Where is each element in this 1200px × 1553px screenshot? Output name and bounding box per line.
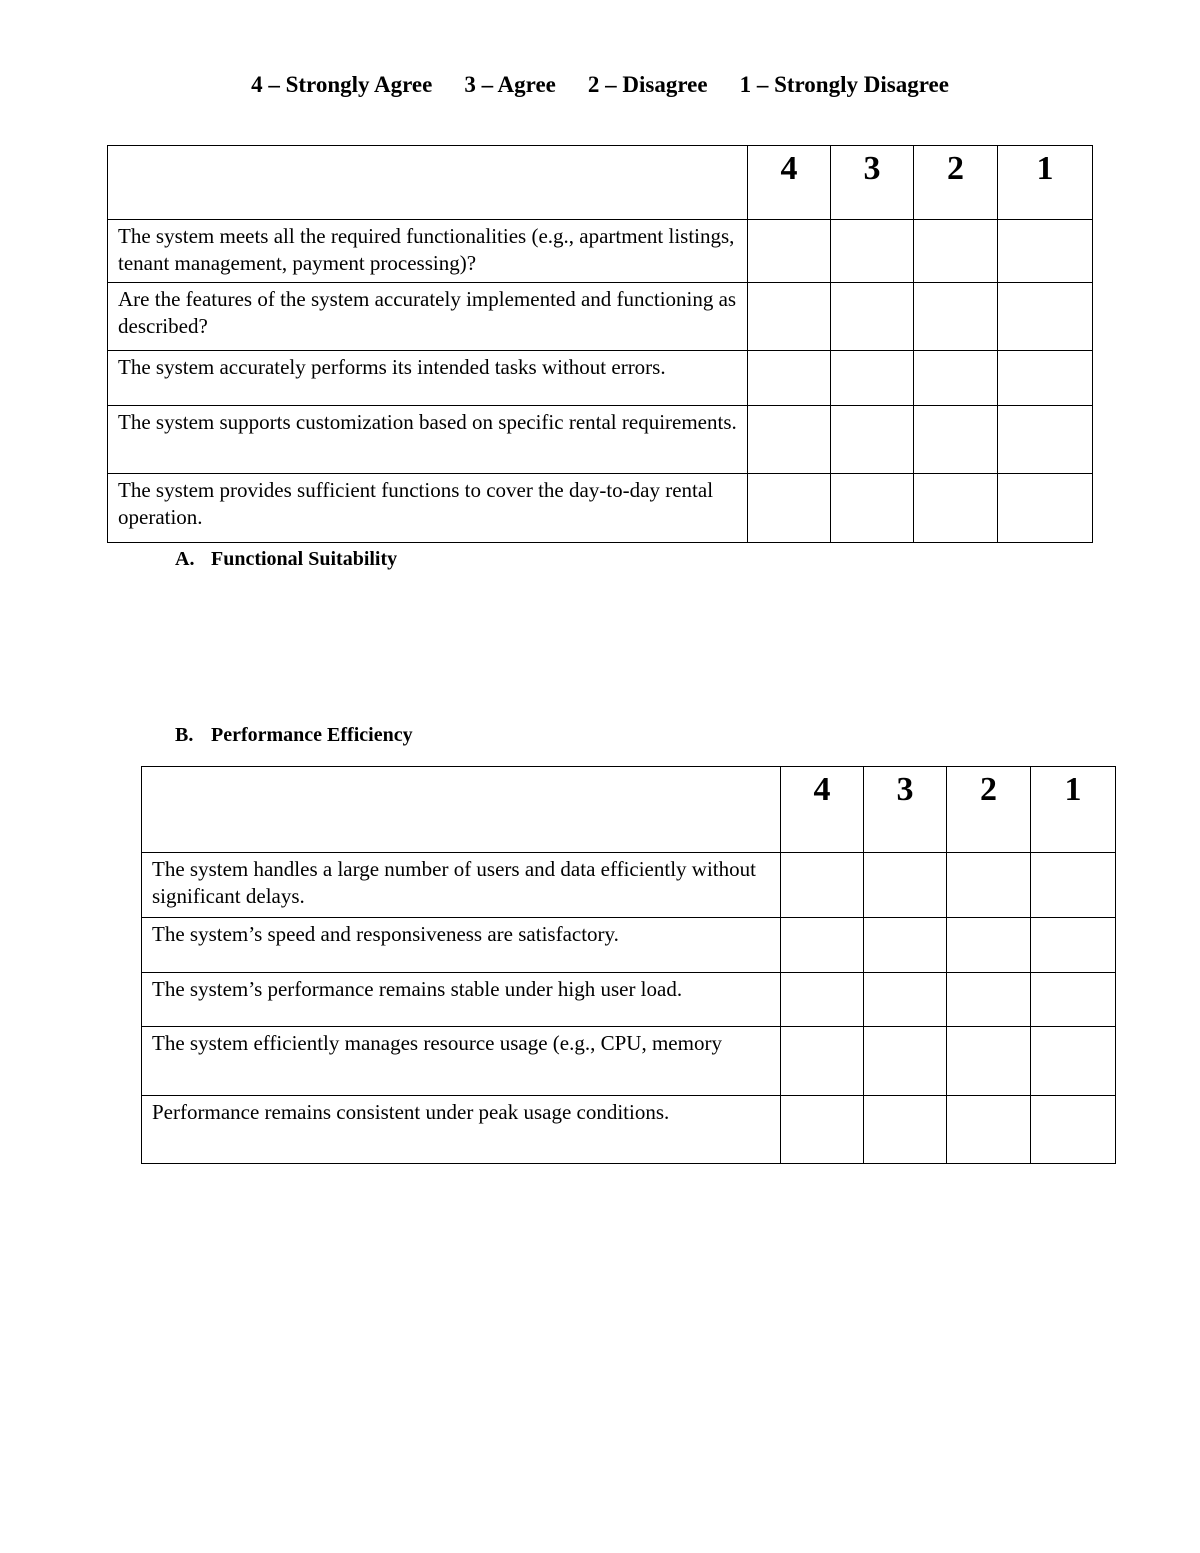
rating-cell-3[interactable] bbox=[831, 351, 914, 406]
scale-header-4: 4 bbox=[748, 146, 831, 220]
table-header-row bbox=[108, 146, 1093, 220]
section-b-letter: B. bbox=[175, 724, 194, 746]
rating-cell-2[interactable] bbox=[947, 1096, 1031, 1164]
rating-cell-4[interactable] bbox=[748, 351, 831, 406]
table-row bbox=[142, 853, 1116, 918]
rating-cell-2[interactable] bbox=[947, 918, 1031, 973]
statement-cell: The system handles a large number of users and data efficiently without significant delays. bbox=[142, 853, 781, 918]
rating-cell-1[interactable] bbox=[1031, 1027, 1116, 1096]
rating-cell-3[interactable] bbox=[864, 973, 947, 1027]
section-b-title: Performance Efficiency bbox=[211, 724, 413, 746]
legend-agree: 3 – Agree bbox=[464, 72, 556, 97]
statement-cell: The system efficiently manages resource usage (e.g., CPU, memory bbox=[142, 1027, 781, 1096]
statement-header-cell bbox=[108, 146, 748, 220]
scale-header-1: 1 bbox=[998, 146, 1093, 220]
rating-cell-1[interactable] bbox=[1031, 853, 1116, 918]
rating-cell-3[interactable] bbox=[831, 220, 914, 283]
table-header-row bbox=[142, 767, 1116, 853]
table-row bbox=[142, 918, 1116, 973]
scale-header-2: 2 bbox=[914, 146, 998, 220]
rating-cell-4[interactable] bbox=[781, 918, 864, 973]
table-row bbox=[108, 406, 1093, 474]
rating-cell-3[interactable] bbox=[864, 1027, 947, 1096]
table-row bbox=[108, 474, 1093, 543]
table-row bbox=[142, 973, 1116, 1027]
rating-cell-2[interactable] bbox=[914, 406, 998, 474]
section-a-title: Functional Suitability bbox=[211, 548, 398, 570]
rating-cell-1[interactable] bbox=[1031, 1096, 1116, 1164]
rating-cell-1[interactable] bbox=[998, 283, 1093, 351]
legend-strongly-agree: 4 – Strongly Agree bbox=[251, 72, 433, 97]
rating-cell-2[interactable] bbox=[947, 1027, 1031, 1096]
rating-cell-4[interactable] bbox=[781, 1027, 864, 1096]
rating-cell-1[interactable] bbox=[998, 474, 1093, 543]
legend-disagree: 2 – Disagree bbox=[587, 72, 708, 97]
table-row bbox=[142, 1027, 1116, 1096]
rating-cell-4[interactable] bbox=[781, 1096, 864, 1164]
rating-cell-2[interactable] bbox=[914, 220, 998, 283]
statement-cell: The system provides sufficient functions to cover the day-to-day rental operation. bbox=[108, 474, 748, 543]
rating-cell-3[interactable] bbox=[864, 853, 947, 918]
rating-cell-1[interactable] bbox=[1031, 973, 1116, 1027]
rating-cell-4[interactable] bbox=[748, 220, 831, 283]
statement-cell: The system meets all the required functionalities (e.g., apartment listings, tenant management, payment processing)? bbox=[108, 220, 748, 283]
rating-cell-3[interactable] bbox=[864, 918, 947, 973]
statement-cell: Performance remains consistent under peak usage conditions. bbox=[142, 1096, 781, 1164]
statement-cell: The system supports customization based on specific rental requirements. bbox=[108, 406, 748, 474]
section-a-letter: A. bbox=[175, 548, 195, 570]
section-b-heading bbox=[175, 724, 413, 747]
rating-cell-2[interactable] bbox=[914, 351, 998, 406]
rating-cell-4[interactable] bbox=[748, 283, 831, 351]
table-row bbox=[142, 1096, 1116, 1164]
statement-cell: The system’s performance remains stable under high user load. bbox=[142, 973, 781, 1027]
statement-cell: The system accurately performs its intended tasks without errors. bbox=[108, 351, 748, 406]
rating-cell-2[interactable] bbox=[914, 474, 998, 543]
statement-cell: The system’s speed and responsiveness are satisfactory. bbox=[142, 918, 781, 973]
scale-header-3: 3 bbox=[864, 767, 947, 853]
rating-cell-1[interactable] bbox=[998, 406, 1093, 474]
rating-cell-4[interactable] bbox=[748, 474, 831, 543]
statement-cell: Are the features of the system accurately implemented and functioning as described? bbox=[108, 283, 748, 351]
rating-cell-1[interactable] bbox=[1031, 918, 1116, 973]
scale-header-3: 3 bbox=[831, 146, 914, 220]
rating-cell-1[interactable] bbox=[998, 351, 1093, 406]
rating-cell-3[interactable] bbox=[864, 1096, 947, 1164]
legend-strongly-disagree: 1 – Strongly Disagree bbox=[739, 72, 949, 97]
table-row bbox=[108, 220, 1093, 283]
scale-header-4: 4 bbox=[781, 767, 864, 853]
rating-cell-1[interactable] bbox=[998, 220, 1093, 283]
rating-cell-2[interactable] bbox=[914, 283, 998, 351]
rating-cell-3[interactable] bbox=[831, 474, 914, 543]
statement-header-cell bbox=[142, 767, 781, 853]
section-a-heading bbox=[175, 548, 397, 571]
rating-cell-4[interactable] bbox=[748, 406, 831, 474]
functional-suitability-table bbox=[107, 145, 1093, 543]
table-row bbox=[108, 351, 1093, 406]
performance-efficiency-table bbox=[141, 766, 1116, 1164]
table-row bbox=[108, 283, 1093, 351]
rating-cell-4[interactable] bbox=[781, 973, 864, 1027]
rating-cell-3[interactable] bbox=[831, 406, 914, 474]
scale-header-1: 1 bbox=[1031, 767, 1116, 853]
scale-header-2: 2 bbox=[947, 767, 1031, 853]
rating-cell-3[interactable] bbox=[831, 283, 914, 351]
rating-cell-2[interactable] bbox=[947, 973, 1031, 1027]
rating-cell-4[interactable] bbox=[781, 853, 864, 918]
rating-cell-2[interactable] bbox=[947, 853, 1031, 918]
rating-legend bbox=[0, 72, 1200, 98]
